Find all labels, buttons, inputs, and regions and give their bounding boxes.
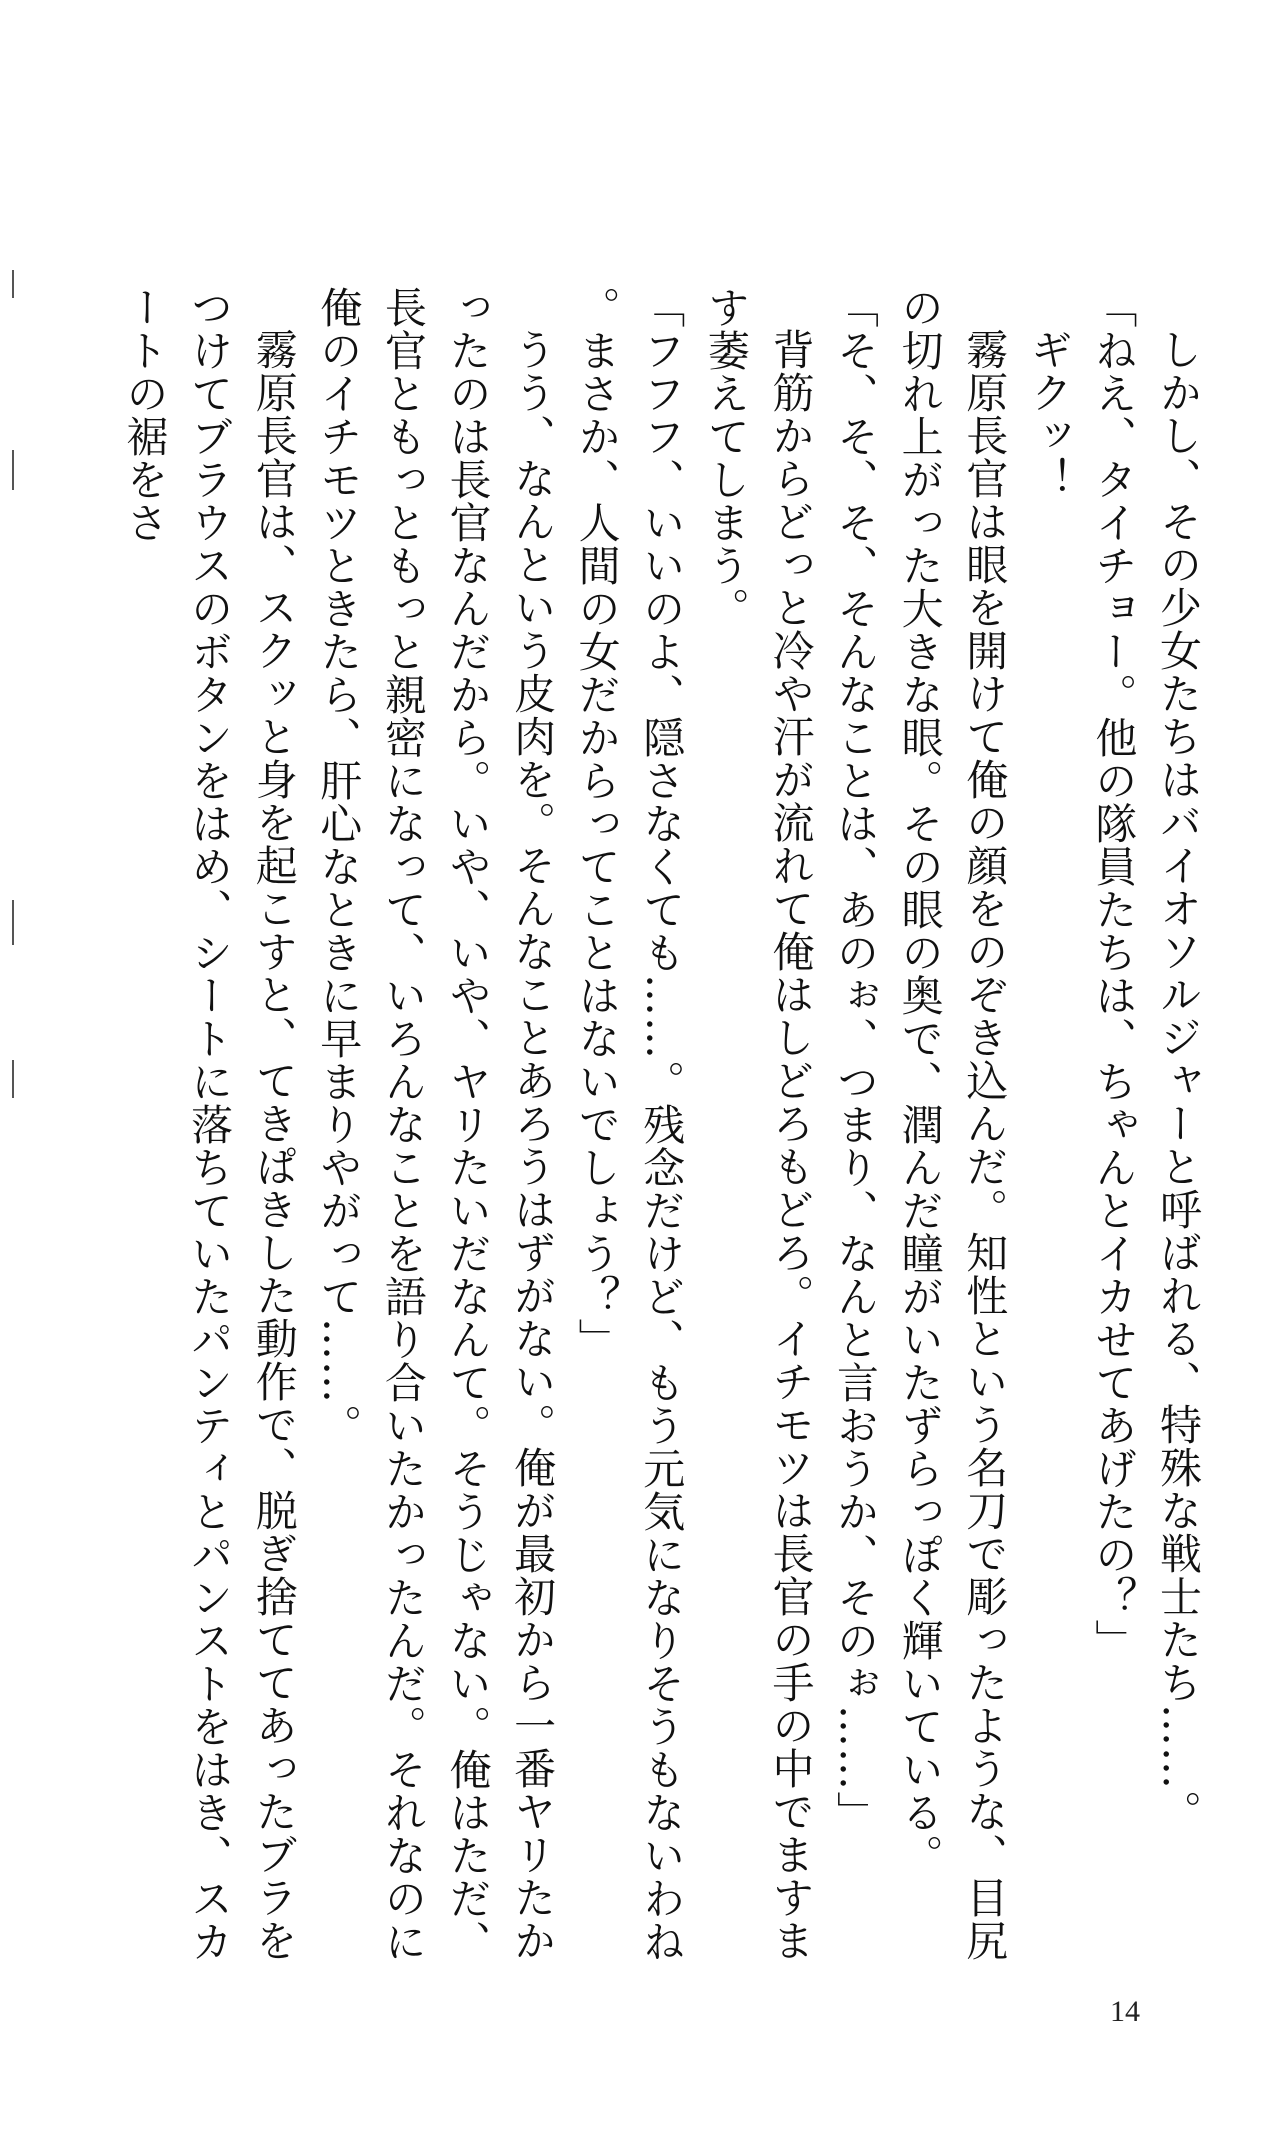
paragraph: 霧原長官は眼を開けて俺の顔をのぞき込んだ。知性という名刀で彫ったような、目尻の切れ上がった大きな眼。その眼の奥で、潤んだ瞳がいたずらっぽく輝いている。 bbox=[895, 286, 1010, 1962]
edge-mark bbox=[12, 900, 14, 945]
edge-mark bbox=[12, 1060, 14, 1098]
paragraph: ギクッ！ bbox=[1024, 328, 1074, 500]
paragraph: うう、なんという皮肉を。そんなことあろうはずがない。俺が最初から一番ヤリたかったのは長官なんだから。いや、いや、ヤリたいだなんて。そうじゃない。俺はただ、長官ともっともっと親密になって、いろんなことを語り合いたかったんだ。それなのに俺のイチモツときたら、肝心なときに早まりやがって……。 bbox=[314, 286, 558, 1963]
page-number: 14 bbox=[1110, 1995, 1140, 2028]
paragraph: しかし、その少女たちはバイオソルジャーと呼ばれる、特殊な戦士たち……。 bbox=[1154, 328, 1203, 1833]
vertical-text-body bbox=[120, 286, 1210, 1966]
edge-mark bbox=[12, 450, 14, 490]
dialogue-line: 「ねえ、タイチョー。他の隊員たちは、ちゃんとイカせてあげたの？」 bbox=[1089, 286, 1139, 1662]
dialogue-line: 「そ、そ、そ、そんなことは、あのぉ、つまり、なんと言おうか、そのぉ……」 bbox=[831, 286, 881, 1834]
edge-mark bbox=[12, 270, 14, 298]
paragraph: 背筋からどっと冷や汗が流れて俺はしどろもどろ。イチモツは長官の手の中でますます萎えてしまう。 bbox=[701, 286, 816, 1962]
paragraph: 霧原長官は、スクッと身を起こすと、てきぱきした動作で、脱ぎ捨ててあったブラをつけてブラウスのボタンをはめ、シートに落ちていたパンティとパンストをはき、スカートの裾をさ bbox=[120, 286, 299, 1963]
dialogue-line: 「フフフ、いいのよ、隠さなくても……。残念だけど、もう元気になりそうもないわね。まさか、人間の女だからってことはないでしょう？」 bbox=[572, 286, 687, 1963]
